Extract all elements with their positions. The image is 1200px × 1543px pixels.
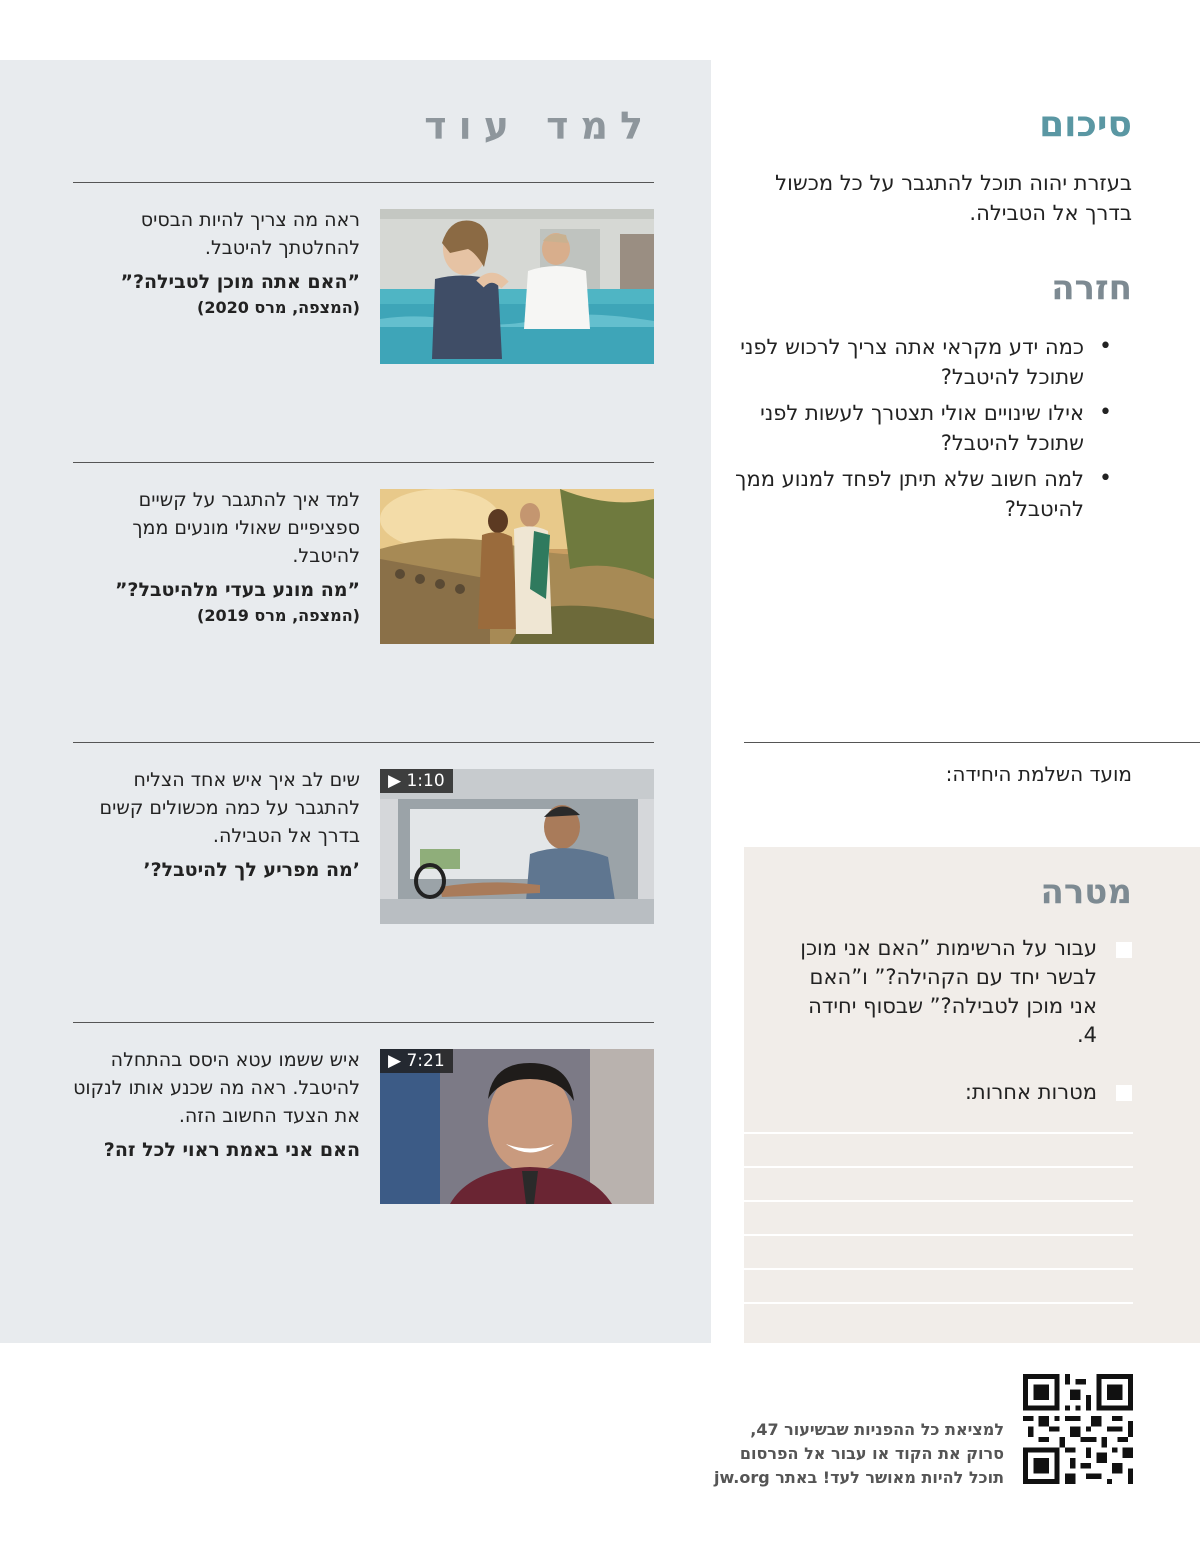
write-line[interactable]	[744, 1302, 1133, 1304]
review-question: • כמה ידע מקראי אתה צריך לרכוש לפני שתוכל להיטבל?	[732, 332, 1112, 392]
review-list	[732, 332, 1112, 530]
review-question: • אילו שינויים אולי תצטרך לעשות לפני שתוכל להיטבל?	[732, 398, 1112, 458]
learn-item-source: (המצפה, מרס 2019)	[197, 606, 360, 625]
video-duration-badge: ▶ 1:10	[380, 769, 453, 793]
goal-item: עבור על הרשימות ”האם אני מוכן לבשר יחד עם הקהילה?” ו”האם אני מוכן לטבילה?” שבסוף יחידה 4.	[800, 936, 1097, 1047]
footer-line: למציאת כל ההפניות שבשיעור 47,	[750, 1420, 1004, 1439]
learn-item-intro: איש ששמו עטא היסס בהתחלה להיטבל. ראה מה שכנע אותו לנקוט את הצעד החשוב הזה.	[73, 1049, 360, 1127]
divider	[744, 742, 1200, 743]
qr-code-icon[interactable]	[1023, 1374, 1133, 1484]
learn-item-1[interactable]	[70, 206, 360, 320]
learn-item-3[interactable]	[70, 766, 360, 884]
learn-item-intro: למד איך להתגבר על קשיים ספציפיים שאולי מונעים ממך להיטבל.	[132, 489, 360, 567]
learn-item-intro: שים לב איך איש אחד הצליח להתגבר על כמה מכשולים קשים בדרך אל הטבילה.	[99, 769, 360, 847]
divider	[73, 742, 654, 743]
learn-item-link[interactable]: ”האם אתה מוכן לטבילה?”	[120, 271, 360, 293]
philip-ethiopian-painting[interactable]	[380, 489, 654, 644]
summary-title: סיכום	[1039, 104, 1132, 145]
write-line[interactable]	[744, 1132, 1133, 1134]
goal-checkbox[interactable]	[1116, 942, 1132, 958]
goal-title: מטרה	[1040, 872, 1132, 912]
video-duration: 1:10	[406, 771, 445, 791]
write-line[interactable]	[744, 1268, 1133, 1270]
divider	[73, 462, 654, 463]
write-line[interactable]	[744, 1166, 1133, 1168]
learn-item-4[interactable]	[70, 1046, 360, 1164]
learn-item-link[interactable]: האם אני באמת ראוי לכל זה?	[103, 1139, 360, 1161]
write-line[interactable]	[744, 1234, 1133, 1236]
footer-line: סרוק את הקוד או עבור אל הפרסום	[739, 1444, 1004, 1463]
learn-item-2[interactable]	[70, 486, 360, 628]
video-duration: 7:21	[406, 1051, 445, 1071]
footer-note	[644, 1418, 1004, 1490]
divider	[73, 182, 654, 183]
baptism-pool-photo[interactable]	[380, 209, 654, 364]
write-line[interactable]	[744, 1200, 1133, 1202]
learn-item-source: (המצפה, מרס 2020)	[197, 298, 360, 317]
man-in-car-video[interactable]	[380, 769, 654, 924]
learn-item-link[interactable]: ”מה מונע בעדי מלהיטבל?”	[114, 579, 360, 601]
goal-item: מטרות אחרות:	[964, 1080, 1097, 1104]
smiling-man-video[interactable]	[380, 1049, 654, 1204]
footer-line: תוכל להיות מאושר לעד! באתר jw.org	[714, 1468, 1004, 1487]
goal-checkbox[interactable]	[1116, 1085, 1132, 1101]
learn-more-title: למד עוד	[424, 104, 655, 148]
video-duration-badge: ▶ 7:21	[380, 1049, 453, 1073]
summary-text: בעזרת יהוה תוכל להתגבר על כל מכשול בדרך אל הטבילה.	[775, 171, 1132, 225]
learn-item-link[interactable]: ’מה מפריע לך להיטבל?’	[143, 859, 360, 881]
review-question: • למה חשוב שלא תיתן לפחד למנוע ממך להיטבל?	[732, 464, 1112, 524]
completion-date-label: מועד השלמת היחידה:	[945, 762, 1132, 786]
learn-item-intro: ראה מה צריך להיות הבסיס להחלטתך להיטבל.	[140, 209, 360, 259]
divider	[73, 1022, 654, 1023]
review-title: חזרה	[1051, 268, 1132, 308]
